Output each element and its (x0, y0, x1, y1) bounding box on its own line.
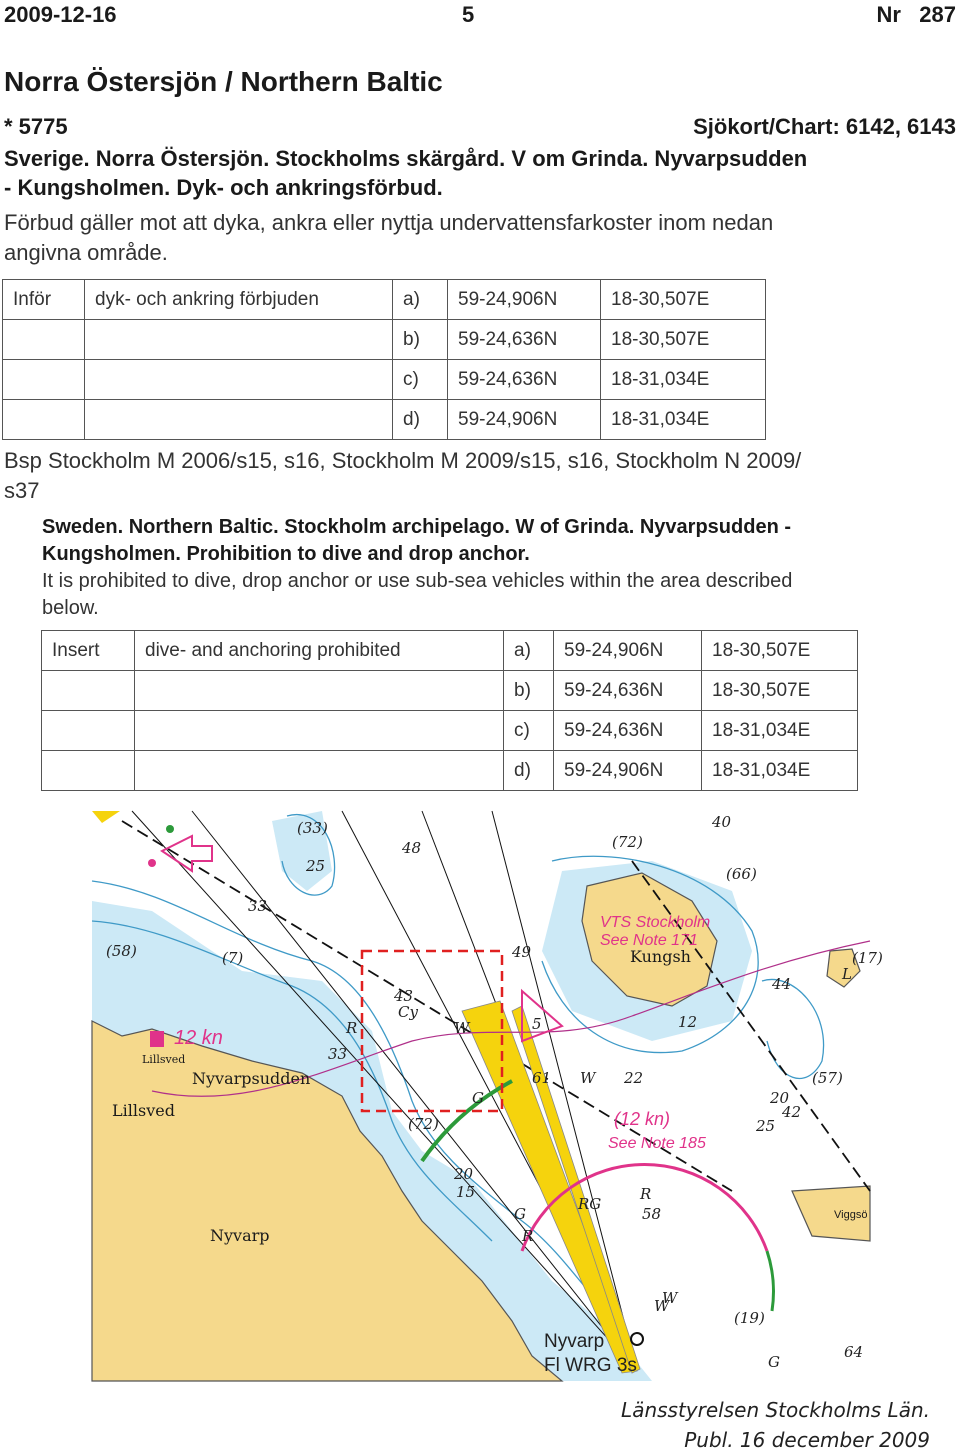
depth-sounding: 49 (512, 943, 532, 961)
light-character: Fl WRG 3s (544, 1355, 637, 1376)
depth-sounding: 44 (772, 975, 792, 993)
page-number: 5 (462, 2, 475, 27)
place-lillsved-small: Lillsved (142, 1053, 186, 1066)
depth-sounding: 61 (532, 1069, 552, 1087)
depth-sounding: G (514, 1205, 526, 1223)
depth-sounding: G (768, 1353, 780, 1371)
depth-sounding: 25 (756, 1117, 776, 1135)
table-cell: 18-30,507E (702, 671, 858, 711)
depth-sounding: (7) (222, 949, 244, 967)
issue-number: Nr 287 (876, 2, 956, 27)
table-cell: 18-31,034E (702, 751, 858, 791)
depth-sounding: 58 (642, 1205, 662, 1223)
speed-note-line2: See Note 185 (608, 1135, 706, 1152)
sv-source-line2: s37 (4, 478, 40, 503)
table-cell: 59-24,906N (554, 631, 702, 671)
depth-sounding: 15 (456, 1183, 476, 1201)
table-cell: 59-24,906N (448, 400, 601, 440)
table-cell: 59-24,636N (554, 671, 702, 711)
depth-sounding: (72) (408, 1115, 439, 1133)
place-viggso: Viggsö (834, 1209, 868, 1221)
table-cell: 59-24,906N (448, 280, 601, 320)
table-cell: a) (393, 280, 448, 320)
place-lillsved: Lillsved (112, 1101, 175, 1120)
depth-sounding: W (662, 1289, 678, 1307)
depth-sounding: (58) (106, 942, 137, 960)
table-row (42, 751, 858, 791)
light-dot-icon (148, 859, 156, 867)
depth-sounding: 43 (394, 987, 414, 1005)
depth-sounding: 33 (248, 897, 268, 915)
table-cell (85, 320, 393, 360)
buoy-dot-icon (166, 825, 174, 833)
authority: Länsstyrelsen Stockholms Län. (621, 1398, 930, 1422)
depth-sounding: Cy (398, 1003, 418, 1021)
sv-body-line2: angivna område. (4, 240, 168, 265)
table-cell: 59-24,636N (554, 711, 702, 751)
place-nyvarp: Nyvarp (210, 1226, 270, 1245)
table-cell: 59-24,636N (448, 320, 601, 360)
sv-source-line1: Bsp Stockholm M 2006/s15, s16, Stockholm M 2009/s15, s16, Stockholm N 2009/ (4, 448, 802, 473)
depth-sounding: R (522, 1227, 534, 1245)
depth-sounding: (17) (852, 949, 883, 967)
table-row (3, 360, 766, 400)
table-row (3, 320, 766, 360)
table-cell (42, 711, 135, 751)
table-cell: 18-31,034E (601, 360, 766, 400)
depth-sounding: 25 (306, 857, 326, 875)
table-cell: c) (504, 711, 554, 751)
table-cell: c) (393, 360, 448, 400)
place-kungsh: Kungsh (630, 947, 691, 966)
table-cell (3, 400, 85, 440)
table-cell: 18-30,507E (601, 280, 766, 320)
table-row (42, 671, 858, 711)
sv-title-line1: Sverige. Norra Östersjön. Stockholms skärgård. V om Grinda. Nyvarpsudden (4, 146, 808, 171)
depth-sounding: (72) (612, 833, 643, 851)
sv-coordinates-table (2, 279, 766, 440)
table-cell (85, 360, 393, 400)
table-cell: Insert (42, 631, 135, 671)
table-cell (42, 751, 135, 791)
table-cell: 18-31,034E (702, 711, 858, 751)
table-cell (135, 711, 504, 751)
chart-svg (92, 811, 883, 1381)
table-cell (3, 320, 85, 360)
depth-sounding: (19) (734, 1309, 765, 1327)
en-body-line2: below. (42, 597, 99, 619)
depth-sounding: 40 (712, 813, 732, 831)
en-title-line2: Kungsholmen. Prohibition to dive and drop anchor. (42, 543, 530, 565)
table-cell (3, 360, 85, 400)
en-body-line1: It is prohibited to dive, drop anchor or use sub-sea vehicles within the area described (42, 570, 793, 592)
table-cell: Inför (3, 280, 85, 320)
depth-sounding: RG (578, 1195, 602, 1213)
table-cell: dive- and anchoring prohibited (135, 631, 504, 671)
light-name: Nyvarp (544, 1331, 605, 1352)
depth-sounding: L (842, 965, 852, 983)
vts-note-line1: VTS Stockholm (600, 914, 711, 931)
depth-sounding: W (580, 1069, 596, 1087)
notice-number: * 5775 (4, 114, 68, 139)
depth-sounding: 33 (328, 1045, 348, 1063)
table-cell: b) (504, 671, 554, 711)
depth-sounding: 48 (402, 839, 422, 857)
depth-sounding: (57) (812, 1069, 843, 1087)
sv-body-line1: Förbud gäller mot att dyka, ankra eller nyttja undervattensfarkoster inom nedan (4, 210, 774, 235)
depth-sounding: 12 (678, 1013, 698, 1031)
nautical-chart-extract (92, 811, 883, 1381)
depth-sounding: 20 (770, 1089, 790, 1107)
depth-sounding: 20 (454, 1165, 474, 1183)
anchor-symbol-icon (150, 1031, 164, 1047)
depth-sounding: R (640, 1185, 652, 1203)
table-cell: 59-24,906N (554, 751, 702, 791)
depth-sounding: (33) (297, 819, 328, 837)
depth-sounding: 22 (624, 1069, 644, 1087)
table-row (3, 400, 766, 440)
table-cell: 18-31,034E (601, 400, 766, 440)
table-row (42, 631, 858, 671)
depth-sounding: 64 (844, 1343, 864, 1361)
depth-sounding: 42 (782, 1103, 802, 1121)
table-cell: d) (504, 751, 554, 791)
depth-sounding: R (346, 1019, 358, 1037)
depth-sounding: G (472, 1089, 484, 1107)
table-row (3, 280, 766, 320)
depth-sounding: W (454, 1019, 470, 1037)
speed-limit-label: 12 kn (174, 1027, 223, 1049)
place-nyvarpsudden: Nyvarpsudden (192, 1069, 311, 1088)
table-row (42, 711, 858, 751)
depth-sounding: 5 (532, 1015, 542, 1033)
table-cell (135, 751, 504, 791)
table-cell: 59-24,636N (448, 360, 601, 400)
publication-date: Publ. 16 december 2009 (684, 1428, 930, 1452)
table-cell (135, 671, 504, 711)
table-cell: dyk- och ankring förbjuden (85, 280, 393, 320)
table-cell: 18-30,507E (702, 631, 858, 671)
depth-sounding: W (654, 1297, 670, 1315)
depth-sounding: (66) (726, 865, 757, 883)
chart-reference: Sjökort/Chart: 6142, 6143 (693, 114, 956, 139)
table-cell: d) (393, 400, 448, 440)
speed-note-line1: (12 kn) (614, 1109, 671, 1129)
table-cell: 18-30,507E (601, 320, 766, 360)
region-title: Norra Östersjön / Northern Baltic (4, 66, 443, 97)
sv-title-line2: - Kungsholmen. Dyk- och ankringsförbud. (4, 175, 443, 200)
table-cell (42, 671, 135, 711)
en-title-line1: Sweden. Northern Baltic. Stockholm archipelago. W of Grinda. Nyvarpsudden - (42, 516, 792, 538)
table-cell (85, 400, 393, 440)
table-cell: b) (393, 320, 448, 360)
issue-date: 2009-12-16 (4, 2, 117, 27)
table-cell: a) (504, 631, 554, 671)
en-coordinates-table (41, 630, 858, 791)
vts-note-line2: See Note 171 (600, 932, 698, 949)
